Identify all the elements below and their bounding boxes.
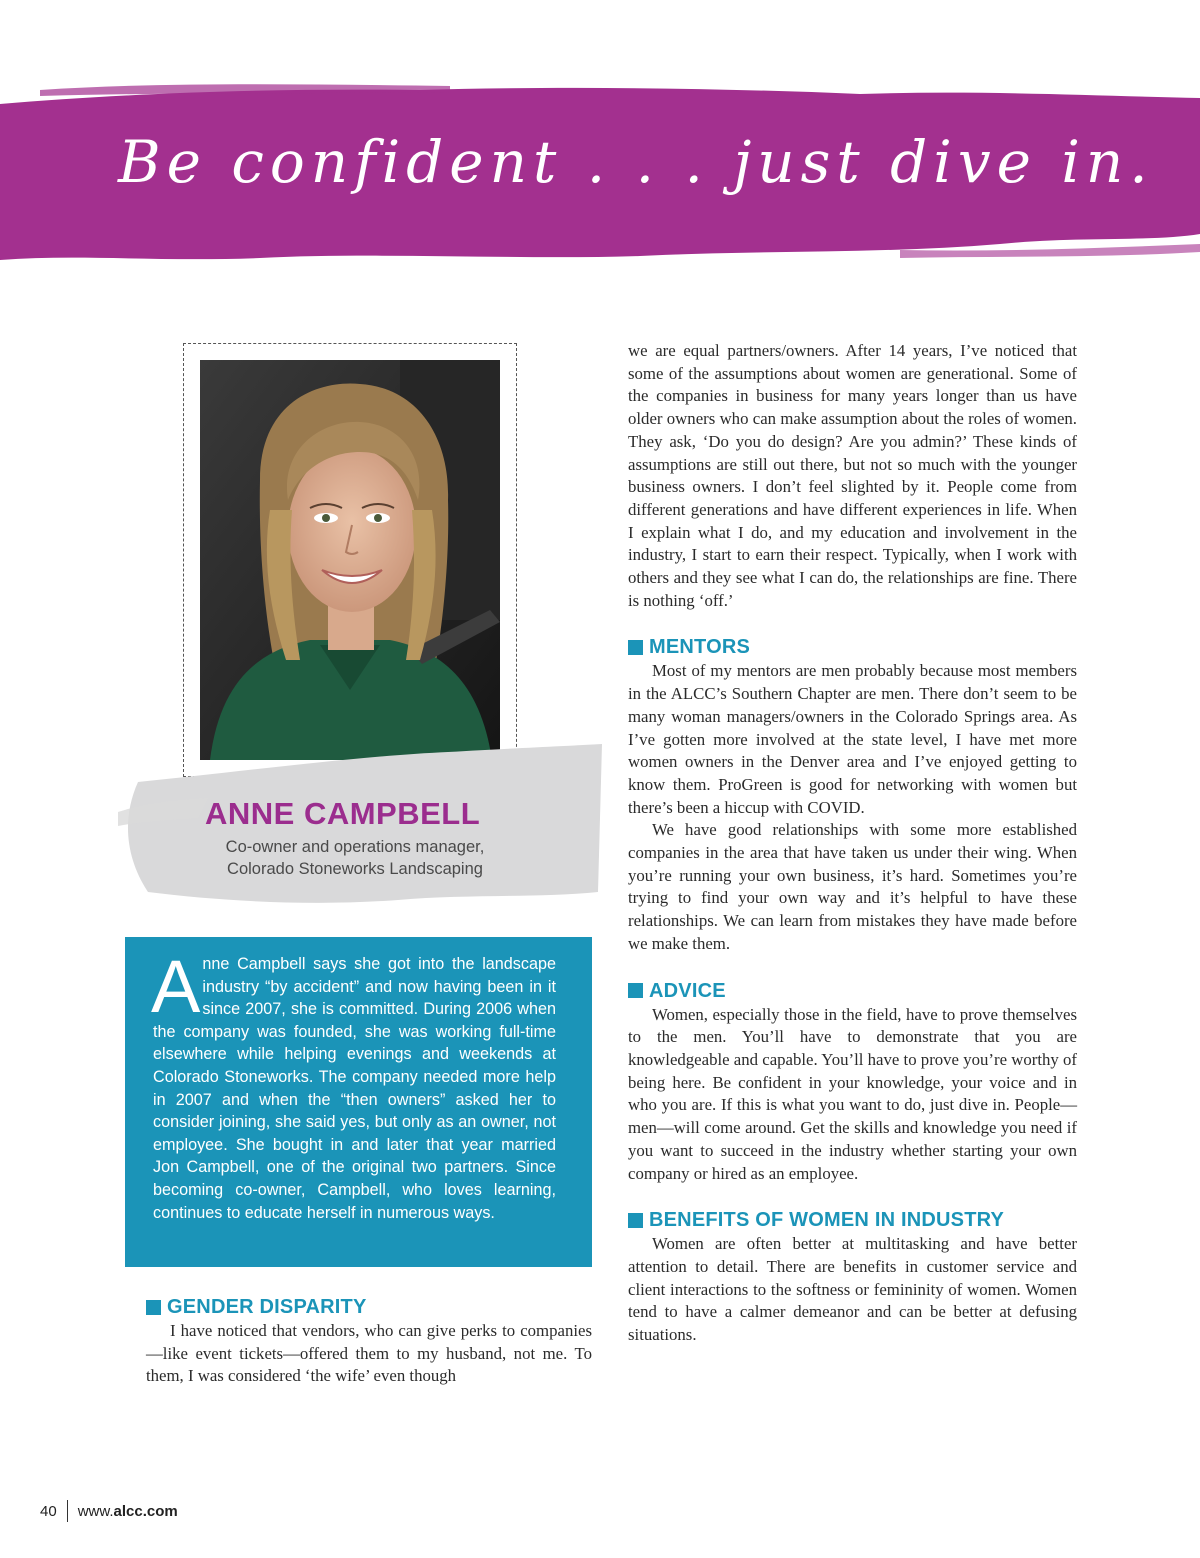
profile-name: ANNE CAMPBELL [205,796,481,831]
intro-box [125,937,592,1267]
mentors-heading: MENTORS [628,634,1077,660]
footer-url[interactable]: www.alcc.com [77,1502,178,1520]
role-line-1: Co-owner and operations manager, [225,838,485,856]
heading-square-icon [146,1300,161,1315]
footer-divider [67,1500,68,1522]
page-footer [40,1500,178,1522]
intro-text: nne Campbell says she got into the landscape industry “by accident” and now having been in it since 2007, she is committed. During 2006 when the company was founded, she was working full-time elsewhere while helping evenings and weekends at Colorado Stoneworks. The company needed more help in 2007 and when the “then owners” asked her to consider joining, she said yes, but only as an owner, not employee. She bought in and later that year married Jon Campbell, one of the original two partners. Since becoming co-owner, Campbell, who loves learning, continues to educate herself in numerous ways. [153,955,556,1222]
role-line-2: Colorado Stoneworks Landscaping [227,860,483,878]
portrait-illustration [200,360,500,760]
portrait-photo [200,360,500,760]
continued-paragraph: we are equal partners/owners. After 14 years, I’ve noticed that some of the assumptions about women are generational. Some of the companies in business for many years longer than us have older owners who can make assumption about the roles of women. They ask, ‘Do you do design? Are you admin?’ These kinds of assumptions are still out there, but not so much with the younger business owners. I don’t feel slighted by it. People come from different generations and have different experiences in life. When I explain what I do, and my education and involvement in the industry, I start to earn their respect. Typically, when I work with others and they see what I can do, the relationships are fine. There is nothing ‘off.’ [628,341,1077,610]
banner-title: Be confident . . . just dive in. [118,128,1154,196]
page-number: 40 [40,1502,57,1520]
right-column-body [628,340,1077,1347]
photo-frame [183,343,517,777]
gender-disparity-paragraph: I have noticed that vendors, who can give perks to companies—like event tickets—offered them to my husband, not me. To them, I was considered ‘the wife’ even though [146,1321,592,1386]
heading-square-icon [628,983,643,998]
heading-square-icon [628,1213,643,1228]
advice-heading: ADVICE [628,978,1077,1004]
gender-disparity-heading: GENDER DISPARITY [146,1294,592,1320]
profile-role [205,836,505,880]
advice-paragraph: Women, especially those in the field, have to prove themselves to the men. You’ll have to demonstrate that you are knowledgeable and capable. You’ll have to prove you’re worthy of being here. Be confident in your knowledge, your voice and in who you are. If this is what you want to do, just dive in. People—men—will come around. Get the skills and knowledge you need if you want to succeed in the industry whether starting your own company or hired as an employee. [628,1004,1077,1183]
heading-square-icon [628,640,643,655]
drop-cap: A [151,945,201,1028]
mentors-paragraph-2: We have good relationships with some more established companies in the area that have taken us under their wing. When you’re running your own business, it’s hard. Sometimes you’re trying to find your own way and it’s helpful to have these relationships. We can learn from mistakes they have made before we make them. [628,820,1077,953]
benefits-heading: BENEFITS OF WOMEN IN INDUSTRY [628,1207,1077,1233]
mentors-paragraph-1: Most of my mentors are men probably because most members in the ALCC’s Southern Chapter are men. There don’t seem to be many woman managers/owners in the Colorado Springs area. As I’ve gotten more involved at the state level, I have met more women owners in the Denver area and I’ve enjoyed getting to know them. ProGreen is good for networking with women but there’s been a hiccup with COVID. [628,661,1077,817]
left-column-body [146,1294,592,1388]
benefits-paragraph: Women are often better at multitasking and have better attention to detail. There are benefits in customer service and client interactions to the softness or femininity of women. Women tend to have a calmer demeanor and can be better at defusing situations. [628,1234,1077,1345]
